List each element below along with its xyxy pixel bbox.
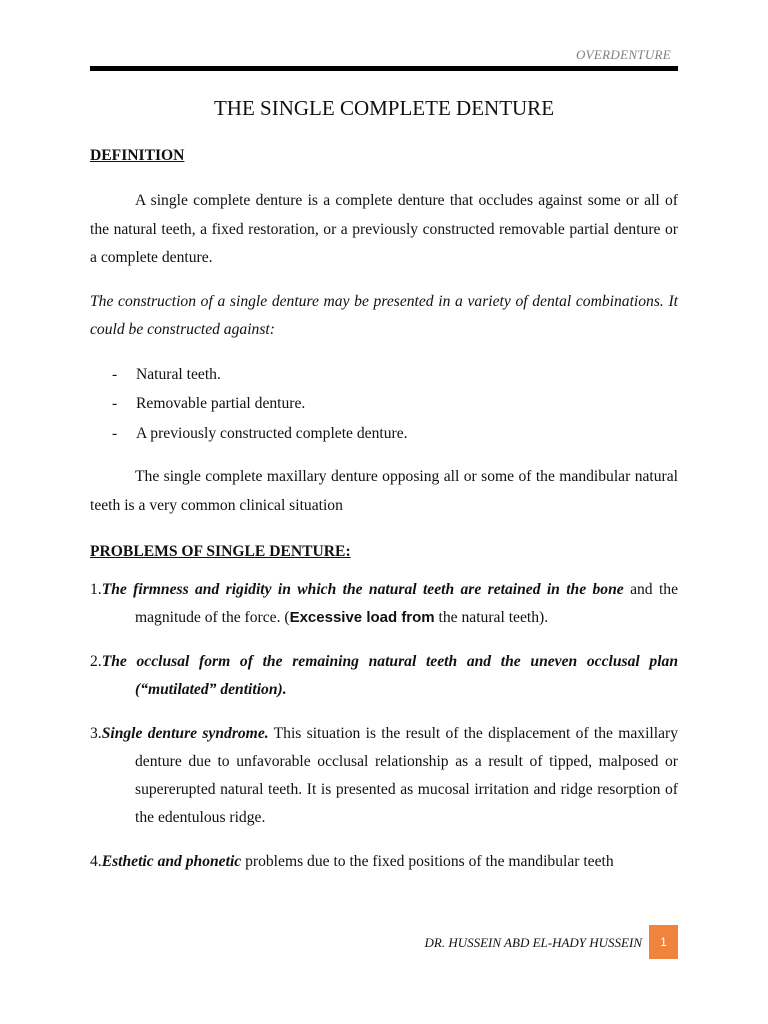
closing-paragraph: The single complete maxillary denture opposing all or some of the mandibular natural teeth is a very common clinical situation bbox=[90, 468, 678, 514]
problem-item-1: 1.The firmness and rigidity in which the natural teeth are retained in the bone and the magnitude of the force. (Excessive load from the natural teeth). bbox=[90, 581, 678, 626]
problem-item-3: 3.Single denture syndrome. This situation is the result of the displacement of the maxillary denture due to unfavorable occlusal relationship as a result of tipped, malposed or supererupted natural teeth. It is presented as mucosal irritation and ridge resorption of the edentulous ridge. bbox=[90, 725, 678, 826]
construction-list bbox=[90, 360, 678, 449]
definition-heading: DEFINITION bbox=[90, 147, 185, 164]
page-title: THE SINGLE COMPLETE DENTURE bbox=[213, 96, 555, 120]
page-number-badge: 1 bbox=[649, 925, 678, 959]
problems-heading: PROBLEMS OF SINGLE DENTURE: bbox=[90, 543, 351, 560]
running-header: OVERDENTURE bbox=[575, 47, 671, 62]
document-body bbox=[90, 144, 678, 876]
list-item: - A previously constructed complete denture. bbox=[112, 419, 678, 449]
footer-author: DR. HUSSEIN ABD EL-HADY HUSSEIN bbox=[424, 935, 642, 950]
construction-paragraph: The construction of a single denture may be presented in a variety of dental combinations. It could be constructed against: bbox=[90, 292, 678, 338]
definition-paragraph: A single complete denture is a complete denture that occludes against some or all of the natural teeth, a fixed restoration, or a previously constructed removable partial denture or a complete denture. bbox=[90, 192, 678, 266]
list-item: - Removable partial denture. bbox=[112, 389, 678, 419]
list-item: - Natural teeth. bbox=[112, 360, 678, 390]
problem-item-4: 4.Esthetic and phonetic problems due to the fixed positions of the mandibular teeth bbox=[90, 853, 614, 870]
problem-item-2: 2.The occlusal form of the remaining natural teeth and the uneven occlusal plan (“mutilated” dentition). bbox=[90, 653, 678, 698]
header-rule bbox=[90, 66, 678, 71]
